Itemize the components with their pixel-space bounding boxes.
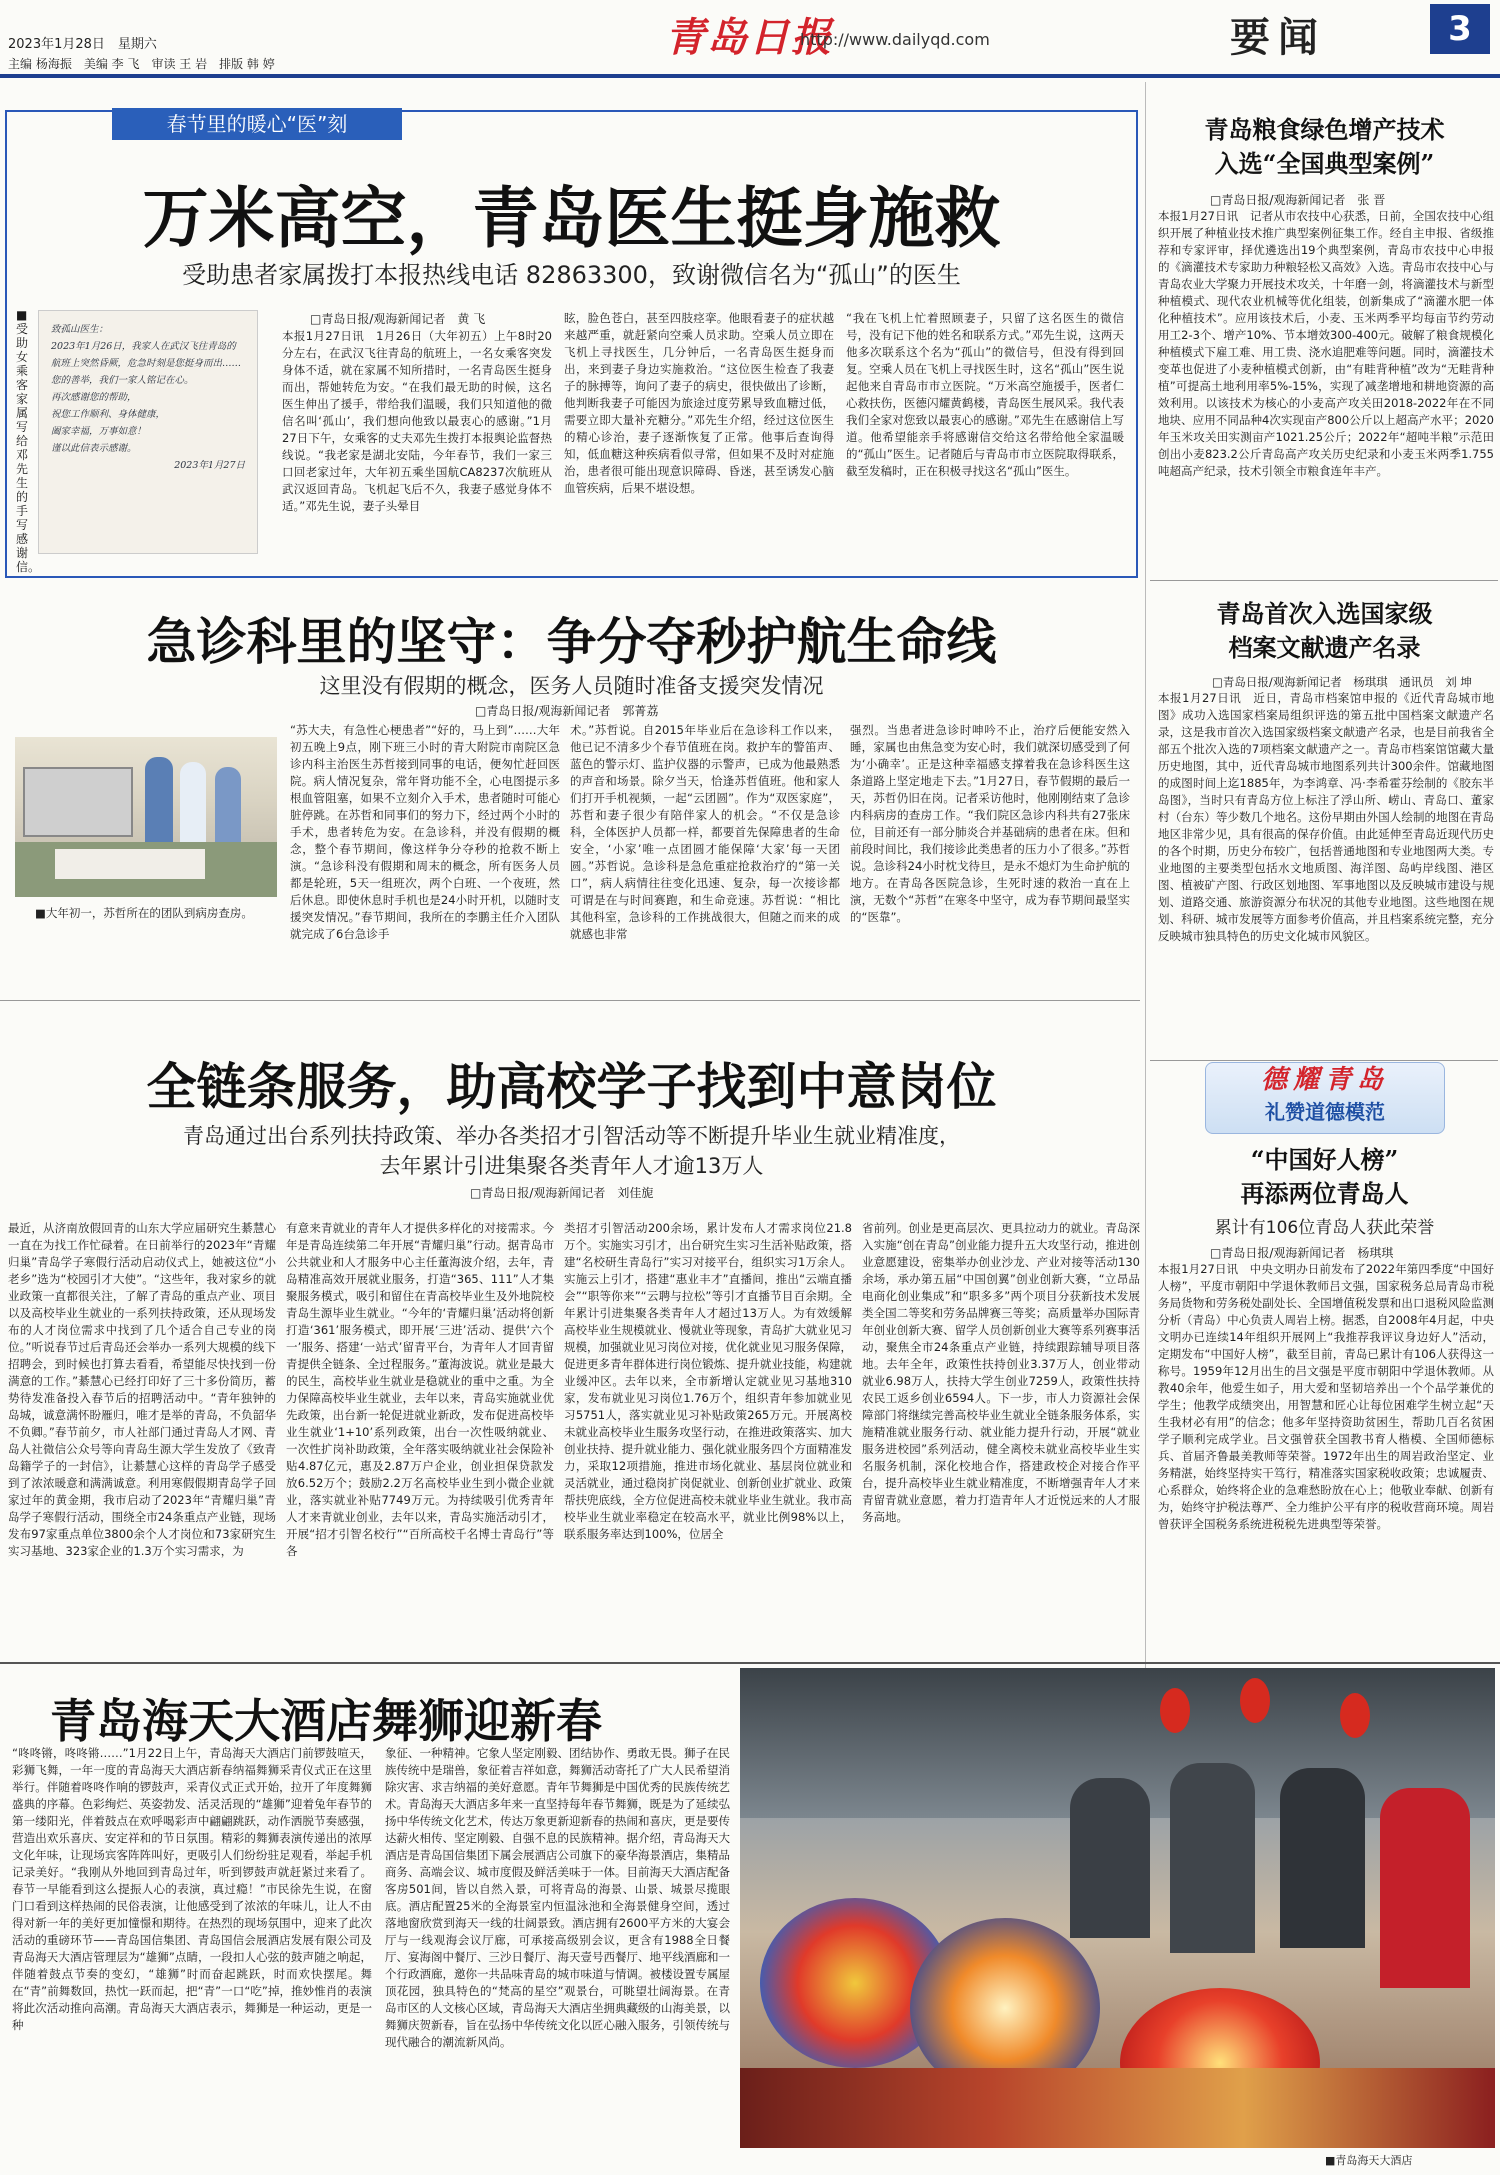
letter-line: 您的善举，我们一家人铭记在心。: [51, 375, 194, 386]
story3-byline: □青岛日报/观海新闻记者 刘佳旎: [470, 1186, 654, 1200]
story1-subheadline: 受助患者家属拨打本报热线电话 82863300，致谢微信名为“孤山”的医生: [182, 261, 961, 289]
moral-model-badge: [1205, 1062, 1445, 1134]
sidebar2-body: 本报1月27日讯 近日，青岛市档案馆申报的《近代青岛城市地图》成功入选国家档案局组织评选的第五批中国档案文献遗产名录，这是我市首次入选国家级档案文献遗产名录，也是目前我省全部五个批次入选的7项档案文献遗产之一。青岛市档案馆馆藏大量历史地图，其中，近代青岛城市地图系列共计300余件。馆藏地图的成图时间上迄1885年，为李鸿章、冯·李希霍芬绘制的《胶东半岛图》，当时只有青岛方位上标注了浮山所、崂山、青岛口、董家村（台东）等少数几个地名。这份早期由外国人绘制的地图在青岛地区非常少见，具有很高的保存价值。由此延伸至青岛近现代历史的各个时期，历史分布较广，包括普通地图和专业地图两大类。专业地图的主要类型包括水文地质图、海洋图、岛屿岸线图、港区图、植被矿产图、行政区划地图、军事地图以及反映城市建设与规划、道路交通、旅游资源分布状况的其他专业地图。这些地图在规划、科研、城市发展等方面参考价值高，并且档案系统完整，充分反映城市独具特色的历史文化城市风貌区。: [1158, 691, 1494, 943]
story2-column-2: 术。”苏哲说。自2015年毕业后在急诊科工作以来，他已记不清多少个春节值班在岗。救护车的警笛声、蓝色的警示灯、监护仪器的示警声，已成为他最熟悉的声音和场景。除夕当天，恰逢苏哲值班。他和家人们打开手机视频，一起“云团圆”。作为“双医家庭”，苏哲和妻子很少有陪伴家人的机会。“不仅是急诊科，全体医护人员都一样，都要首先保障患者的生命安全，‘小家’唯一点团圆才能保障‘大家’每一天团圆。”苏哲说。急诊科是急危重症抢救治疗的“第一关口”，病人病情往往变化迅速、复杂，每一次接诊都可谓是在与时间赛跑，和生命竞速。苏哲说：“相比其他科室，急诊科的工作挑战很大，但随之而来的成就感也非常: [570, 723, 840, 941]
story4-headline: 青岛海天大酒店舞狮迎新春: [50, 1694, 602, 1748]
story2-byline: □青岛日报/观海新闻记者 郭菁荔: [475, 704, 659, 718]
sidebar3-subheadline: 累计有106位青岛人获此荣誉: [1214, 1218, 1435, 1238]
sidebar1-body: 本报1月27日讯 记者从市农技中心获悉，日前，全国农技中心组织开展了种植业技术推广典型案例征集工作。经自主申报、省级推荐和专家评审，择优遴选出19个典型案例，青岛市农技中心申报的《滴灌技术专家助力种粮轻松又高效》入选。青岛市农技中心与青岛农业大学聚力开展技术攻关，十年磨一剑，将滴灌技术与新型种植模式、现代农业机械等优化组装，创新集成了“滴灌水肥一体化种植技术”。应用该技术后，小麦、玉米两季平均每亩节约劳动用工2-3个、增产10%、节本增效300-400元。破解了粮食规模化种植模式下雇工难、用工贵、浇水追肥难等问题。同时，滴灌技术变革也促进了小麦种植模式创新，由“有畦背种植”改为“无畦背种植”可提高土地利用率5%-15%，实现了减垄增地和耕地资源的高效利用。以该技术为核心的小麦高产攻关田2018-2022年在不同地块、应用不同品种4次实现亩产800公斤以上超高产水平；2020年玉米攻关田实测亩产1021.25公斤；2022年“超吨半粮”示范田创出小麦823.2公斤青岛高产攻关历史纪录和小麦玉米两季1.755吨超高产纪录，技术引领全市粮食连年丰产。: [1158, 209, 1494, 478]
story3-headline: 全链条服务，助高校学子找到中意岗位: [146, 1057, 997, 1116]
story2-column-3: 强烈。当患者进急诊时呻吟不止，治疗后便能安然入睡，家属也由焦急变为安心时，我们就深切感受到了何为‘小确幸’。正是这种幸福感支撑着我在急诊科医生这条道路上坚定地走下去。”1月27日，春节假期的最后一天，苏哲仍旧在岗。记者采访他时，他刚刚结束了急诊内科病房的查房工作。“我们院区急诊内科共有27张床位，目前还有一部分肺炎合并基础病的患者在床。但和前段时间比，我们接诊此类患者的压力小了很多。”苏哲说。急诊科24小时枕戈待旦，是永不熄灯为生命护航的地方。在青岛各医院急诊，生死时速的救治一直在上演，无数个“苏哲”在寒冬中坚守，成为春节期间最坚实的“医靠”。: [850, 723, 1130, 924]
newspaper-logo: 青岛日报: [665, 14, 833, 61]
page-number: 3: [1430, 4, 1490, 54]
story2-photo-caption: ■大年初一，苏哲所在的团队到病房查房。: [35, 906, 253, 920]
sidebar3-body: 本报1月27日讯 中央文明办日前发布了2022年第四季度“中国好人榜”，平度市朝阳中学退休教师吕文强，国家税务总局青岛市税务局货物和劳务税处副处长、全国增值税发票和出口退税风险监测分析（青岛）中心负责人周岩上榜。据悉，自2008年4月起，中央文明办已连续14年组织开展网上“我推荐我评议身边好人”活动，定期发布“中国好人榜”，截至目前，青岛已累计有106人获得这一称号。1959年12月出生的吕文强是平度市朝阳中学退休教师。从教40余年，他爱生如子，用大爱和坚韧培养出一个个品学兼优的学生；他教学成绩突出，用智慧和匠心让每位困难学生树立起“天生我材必有用”的信念；他多年坚持资助贫困生，帮助几百名贫困学子顺利完成学业。吕文强曾获全国教书育人楷模、全国师德标兵、首届齐鲁最美教师等荣誉。1972年出生的周岩政治坚定、业务精湛，始终坚持实干笃行，精准落实国家税收政策；忠诚履责、心系群众，始终将企业的急难愁盼放在心上；他敬业奉献、创新有为，始终守护税法尊严、全力维护公平有序的税收营商环境。周岩曾获评全国税务系统进税税先进典型等荣誉。: [1158, 1262, 1494, 1531]
story1-headline: 万米高空，青岛医生挺身施救: [142, 179, 1001, 257]
story2-subheadline: 这里没有假期的概念，医务人员随时准备支援突发情况: [319, 674, 824, 698]
section-name: 要闻: [1230, 14, 1326, 61]
sidebar3-title-line-1: “中国好人榜”: [1250, 1145, 1399, 1174]
sidebar1-headline: [1152, 113, 1497, 181]
story3-column-3: 类招才引智活动200余场，累计发布人才需求岗位21.8万个。实施实习引才，出台研究生实习生活补贴政策，搭建“名校研生青岛行”实习对接平台，组织实习1万余人。实施云上引才，搭建“惠业丰才”直播间，推出“云端直播会”“职等你来”“云聘与拉松”等引才直播节目百余期。全年累计引进集聚各类青年人才超过13万人。为有效缓解高校毕业生规模就业、慢就业等现象，青岛扩大就业见习规模，加强就业见习岗位对接，优化就业见习服务保障，促进更多青年群体进行岗位锻炼、提升就业技能，构建就业缓冲区。去年以来，全市新增认定就业见习基地310家，发布就业见习岗位1.76万个，组织青年参加就业见习5751人，落实就业见习补贴政策265万元。开展离校未就业高校毕业生服务攻坚行动，在推进政策落实、加大创业扶持、提升就业能力、强化就业服务四个方面精准发力，采取12项措施，推进市场化就业、基层岗位就业和灵活就业，通过稳岗扩岗促就业、创新创业扩就业、政策帮扶兜底线，全方位促进高校未就业毕业生就业。我市高校毕业生就业率稳定在较高水平，就业比例98%以上，联系服务率达到100%，位居全: [564, 1221, 852, 1541]
sidebar1-title-line-2: 入选“全国典型案例”: [1214, 149, 1435, 178]
story1-column-3: “我在飞机上忙着照顾妻子，只留了这名医生的微信号，没有记下他的姓名和联系方式。”邓先生说，这两天他多次联系这个名为“孤山”的微信号，但没有得到回复。空乘人员在飞机上寻找医生时，这名“孤山”医生说起他来自青岛市市立医院。“万米高空施援手，医者仁心救扶伤，医德闪耀黄鹤楼，青岛医生展风采。我代表我们全家对您致以最衷心的感谢。”邓先生在感谢信上写道。他希望能亲手将感谢信交给这名带给他全家温暖的“孤山”医生。记者随后与青岛市市立医院取得联系，截至发稿时，正在积极寻找这名“孤山”医生。: [846, 311, 1124, 478]
story4-photo-caption: ■青岛海天大酒店: [1325, 2154, 1413, 2167]
story3-column-1: 最近，从济南放假回青的山东大学应届研究生綦慧心一直在为找工作忙碌着。在日前举行的2023年“青耀归巢”青岛学子寒假行活动启动仪式上，她被这位“小老乡”选为“校园引才大使”。“这些年，我对家乡的就业政策一直都很关注，了解了青岛的重点产业、项目以及高校毕业生就业的一系列扶持政策，还从现场发布的人才岗位需求中找到了几个适合自己专业的岗位。”听说春节过后青岛还会举办一系列大规模的线下招聘会，到时候也打算去看看，希望能尽快找到一份满意的工作。”綦慧心已经打印好了三十多份简历，蓄势待发准备投入春节后的招聘活动中。“青年独钟的岛城，诚意满怀盼雁归，唯才是举的青岛，不负韶华不负卿。”春节前夕，市人社部门通过青岛人才网、青岛人社微信公众号等向青岛生源大学生发放了《致青岛籍学子的一封信》，让綦慧心这样的青岛学子感受到了浓浓暖意和满满诚意。利用寒假假期青岛学子回家过年的黄金期，我市启动了2023年“青耀归巢”青岛学子寒假行活动，围绕全市24条重点产业链，现场发布97家重点单位3800余个人才岗位和73家研究生实习基地、323家企业的1.3万个实习需求，为: [8, 1221, 276, 1558]
letter-line: 谨以此信表示感谢。: [51, 443, 137, 454]
sidebar2-title-line-2: 档案文献遗产名录: [1228, 633, 1421, 662]
letter-line: 2023年1月26日，我家人在武汉飞往青岛的航班上突然昏厥，危急时刻是您挺身而出……: [51, 341, 242, 369]
divider: [0, 1000, 1140, 1001]
letter-line: 2023年1月27日: [174, 460, 245, 471]
issue-date: 2023年1月28日 星期六: [8, 37, 157, 52]
divider: [0, 1662, 1500, 1664]
sidebar3-headline: [1152, 1143, 1497, 1211]
letter-line: 致孤山医生：: [51, 324, 109, 335]
story2-headline: 急诊科里的坚守：争分夺秒护航生命线: [146, 612, 997, 671]
sidebar3-byline: □青岛日报/观海新闻记者 杨琪琪: [1210, 1246, 1394, 1260]
sidebar2-byline: □青岛日报/观海新闻记者 杨琪琪 通讯员 刘 坤: [1212, 675, 1472, 689]
divider: [1150, 580, 1498, 581]
editor-credits: 主编 杨海振 美编 李 飞 审读 王 岩 排版 韩 婷: [8, 57, 275, 71]
story3-subheadline-2: 去年累计引进集聚各类青年人才逾13万人: [379, 1154, 764, 1178]
story3-subheadline-1: 青岛通过出台系列扶持政策、举办各类招才引智活动等不断提升毕业生就业精准度，: [183, 1124, 960, 1148]
sidebar3-title-line-2: 再添两位青岛人: [1240, 1179, 1409, 1208]
story3-column-4: 省前列。创业是更高层次、更具拉动力的就业。青岛深入实施“创在青岛”创业能力提升五大攻坚行动，推进创业意愿建设，密集举办创业沙龙、产业对接等活动130余场，承办第五届“中国创翼”创业创新大赛，“立昂品电商化创业集成”和“职多多”两个项目分获新技术发展类全国二等奖和劳务品牌赛三等奖；高质量举办国际青年创业创新大赛、留学人员创新创业大赛等系列赛事活动，聚焦全市24条重点产业链，持续跟踪辅导项目落地。去年全年，政策性扶持创业3.37万人，创业带动就业6.98万人，扶持大学生创业7259人，政策性扶持农民工返乡创业6594人。下一步，市人力资源社会保障部门将继续完善高校毕业生就业全链条服务体系，实施精准就业服务行动、就业能力提升行动，开展“就业服务进校园”系列活动，健全离校未就业高校毕业生实名服务机制，深化校地合作，搭建政校企对接合作平台，提升高校毕业生就业精准度，不断增强青年人才来青留青就业意愿，着力打造青年人才近悦远来的人才服务高地。: [862, 1221, 1140, 1524]
sidebar1-title-line-1: 青岛粮食绿色增产技术: [1204, 115, 1445, 144]
story1-byline: □青岛日报/观海新闻记者 黄 飞: [310, 312, 486, 326]
story3-column-2: 有意来青就业的青年人才提供多样化的对接需求。今年是青岛连续第二年开展“青耀归巢”行动。据青岛市公共就业和人才服务中心主任董海波介绍，去年，青岛精准高效开展就业服务，打造“365、111”人才集聚服务模式，吸引和留住在青高校毕业生及外地院校青岛生源毕业生就业。“今年的‘青耀归巢’活动将创新打造‘361’服务模式，即开展‘三进’活动、提供‘六个一’服务、搭建‘一站式’留青平台，为青年人才回青留青提供全链条、全过程服务。”董海波说。就业是最大的民生，高校毕业生就业是稳就业的重中之重。为全力保障高校毕业生就业，去年以来，青岛实施就业优先政策，出台新一轮促进就业新政，发布促进高校毕业生就业‘1+10’系列政策，出台一次性吸纳就业、一次性扩岗补助政策，全年落实吸纳就业社会保险补贴4.87亿元，惠及2.87万户企业，创业担保贷款发放6.52万个；鼓励2.2万名高校毕业生到小微企业就业，落实就业补贴7749万元。为持续吸引优秀青年人才来青就业创业，去年以来，青岛实施活动引才，开展“招才引智名校行”“百所高校千名博士青岛行”等各: [286, 1221, 554, 1558]
letter-line: 阖家幸福，万事如意！: [51, 426, 147, 437]
kicker-banner: 春节里的暖心“医”刻: [112, 108, 402, 140]
letter-line: 祝您工作顺利、身体健康，: [51, 409, 166, 420]
divider: [1150, 1060, 1498, 1061]
lion-dance-photo: [740, 1668, 1495, 2148]
header-rule: [0, 74, 1500, 78]
story4-column-2: 象征、一种精神。它象人坚定刚毅、团结协作、勇敢无畏。狮子在民族传统中是瑞兽，象征着吉祥如意，舞狮活动寄托了广大人民希望消除灾害、求吉纳福的美好意愿。青年节舞狮是中国优秀的民族传统艺术。青岛海天大酒店多年来一直坚持每年春节舞狮，既是为了延续弘扬中华传统文化艺术，传达万象更新迎新春的热闹和喜庆，更是要传达薪火相传、坚定刚毅、自强不息的民族精神。据介绍，青岛海天大酒店是青岛国信集团下属会展酒店公司旗下的豪华海景酒店，集精品商务、高端会议、城市度假及鲜活美味于一体。目前海天大酒店配备客房501间，皆以自然入景，可将青岛的海景、山景、城景尽揽眼底。酒店配置25米的全海景室内恒温泳池和全海景健身空间，透过落地窗欣赏到海天一线的壮阔景致。酒店拥有2600平方米的大宴会厅与一线观海会议厅廊，可承接高级别会议，更含有1988全日餐厅、宴海阁中餐厅、三沙日餐厅、海天壹号西餐厅、地平线酒廊和一个行政酒廊，邀你一共品味青岛的城市味道与情调。被楼设置专属屋顶花园，独具特色的“梵高的星空”观景台，可眺望壮阔海景。在青岛市区的人文核心区域，青岛海天大酒店坐拥典藏级的山海美景，以舞狮庆贺新春，旨在弘扬中华传统文化以匠心融入服务，引领传统与现代融合的潮流新风尚。: [385, 1746, 730, 2049]
sidebar2-headline: [1152, 597, 1497, 665]
story2-column-1: “苏大夫，有急性心梗患者”“好的，马上到”……大年初五晚上9点，刚下班三小时的青大附院市南院区急诊内科主治医生苏哲接到同事的电话，便匆忙赶回医院。病人情况复杂，常年肾功能不全，心电图提示多根血管阻塞，如果不立刻介入手术，患者随时可能心脏停跳。在苏哲和同事们的努力下，经过两个小时的手术，患者转危为安。在急诊科，并没有假期的概念，整个春节期间，像这样争分夺秒的抢救不断上演。“急诊科没有假期和周末的概念，所有医务人员都是轮班，5天一组班次，两个白班、一个夜班，然后休息。即使休息时手机也是24小时开机，以随时支援突发情况。”春节期间，我所在的李鹏主任介入团队就完成了6台急诊手: [290, 723, 560, 941]
letter-caption: ■受助女乘客家属写给邓先生的手写感谢信。: [16, 308, 41, 574]
story1-column-2: 眩，脸色苍白，甚至四肢痉挛。他眼看妻子的症状越来越严重，就赶紧向空乘人员求助。空乘人员立即在飞机上寻找医生，几分钟后，一名青岛医生挺身而出，来到妻子身边实施救治。“这位医生检查了我妻子的脉搏等，询问了妻子的病史，很快做出了诊断，他判断我妻子可能因为旅途过度劳累导致血糖过低，需要立即大量补充糖分。”邓先生介绍，经过这位医生的精心诊治，妻子逐渐恢复了正常。他事后查询得知，低血糖这种疾病看似寻常，但如果不及时对症施治，患者很可能出现意识障碍、昏迷，甚至诱发心脑血管疾病，后果不堪设想。: [564, 311, 834, 495]
emergency-ward-photo: [15, 737, 277, 897]
thank-you-letter-photo: [38, 310, 258, 554]
letter-line: 再次感谢您的帮助，: [51, 392, 137, 403]
sidebar1-byline: □青岛日报/观海新闻记者 张 晋: [1210, 193, 1386, 207]
sidebar-rule: [1145, 82, 1146, 1737]
story1-column-1: 本报1月27日讯 1月26日（大年初五）上午8时20分左右，在武汉飞往青岛的航班上，一名女乘客突发身体不适，就在家属不知所措时，一名青岛医生挺身而出，帮她转危为安。“在我们最无助的时候，这名医生伸出了援手，带给我们温暖，我们只知道他的微信名叫‘孤山’，我们想向他致以最衷心的感谢。”1月27日下午，女乘客的丈夫邓先生拨打本报舆论监督热线说。“我老家是湖北安陆，今年春节，我们一家三口回老家过年，大年初五乘坐国航CA8237次航班从武汉返回青岛。飞机起飞后不久，我妻子感觉身体不适。”邓先生说，妻子头晕目: [282, 329, 552, 513]
website-url[interactable]: http://www.dailyqd.com: [800, 30, 990, 49]
badge-subtitle: 礼赞道德模范: [1265, 1100, 1385, 1124]
story4-column-1: “咚咚锵，咚咚锵……”1月22日上午，青岛海天大酒店门前锣鼓喧天，彩狮飞舞，一年一度的青岛海天大酒店新春纳福舞狮采青仪式正在这里举行。伴随着咚咚作响的锣鼓声，采青仪式正式开始，拉开了年度舞狮盛典的序幕。色彩绚烂、英姿勃发、活灵活现的“雄狮”迎着兔年春节的第一缕阳光，伴着鼓点在欢呼喝彩声中翩翩跳跃，动作洒脱节奏感强，营造出欢乐喜庆、安定祥和的节日氛围。精彩的舞狮表演传递出的浓厚文化年味，让现场宾客阵阵叫好，更吸引人们纷纷驻足观看，举起手机记录美好。“我刚从外地回到青岛过年，听到锣鼓声就赶紧过来看了。春节一早能看到这么提振人心的表演，真过瘾！”市民徐先生说，在窗门口看到这样热闹的民俗表演，让他感受到了浓浓的年味儿，让人不由得对新一年的美好更加憧憬和期待。在热烈的现场氛围中，迎来了此次活动的重磅环节——青岛国信集团、青岛国信会展酒店发展有限公司及青岛海天大酒店管理层为“雄狮”点睛，一段扣人心弦的鼓声随之响起，伴随着鼓点节奏的变幻，“雄狮”时而奋起跳跃，时而欢快摆尾。舞在“青”前舞数回，热忱一跃而起，把“青”一口“吃”掉，推妙惟肖的表演将此次活动推向高潮。青岛海天大酒店表示，舞狮是一种运动，更是一种: [12, 1746, 372, 2032]
sidebar2-title-line-1: 青岛首次入选国家级: [1216, 599, 1433, 628]
badge-title: 德耀青岛: [1260, 1065, 1389, 1095]
